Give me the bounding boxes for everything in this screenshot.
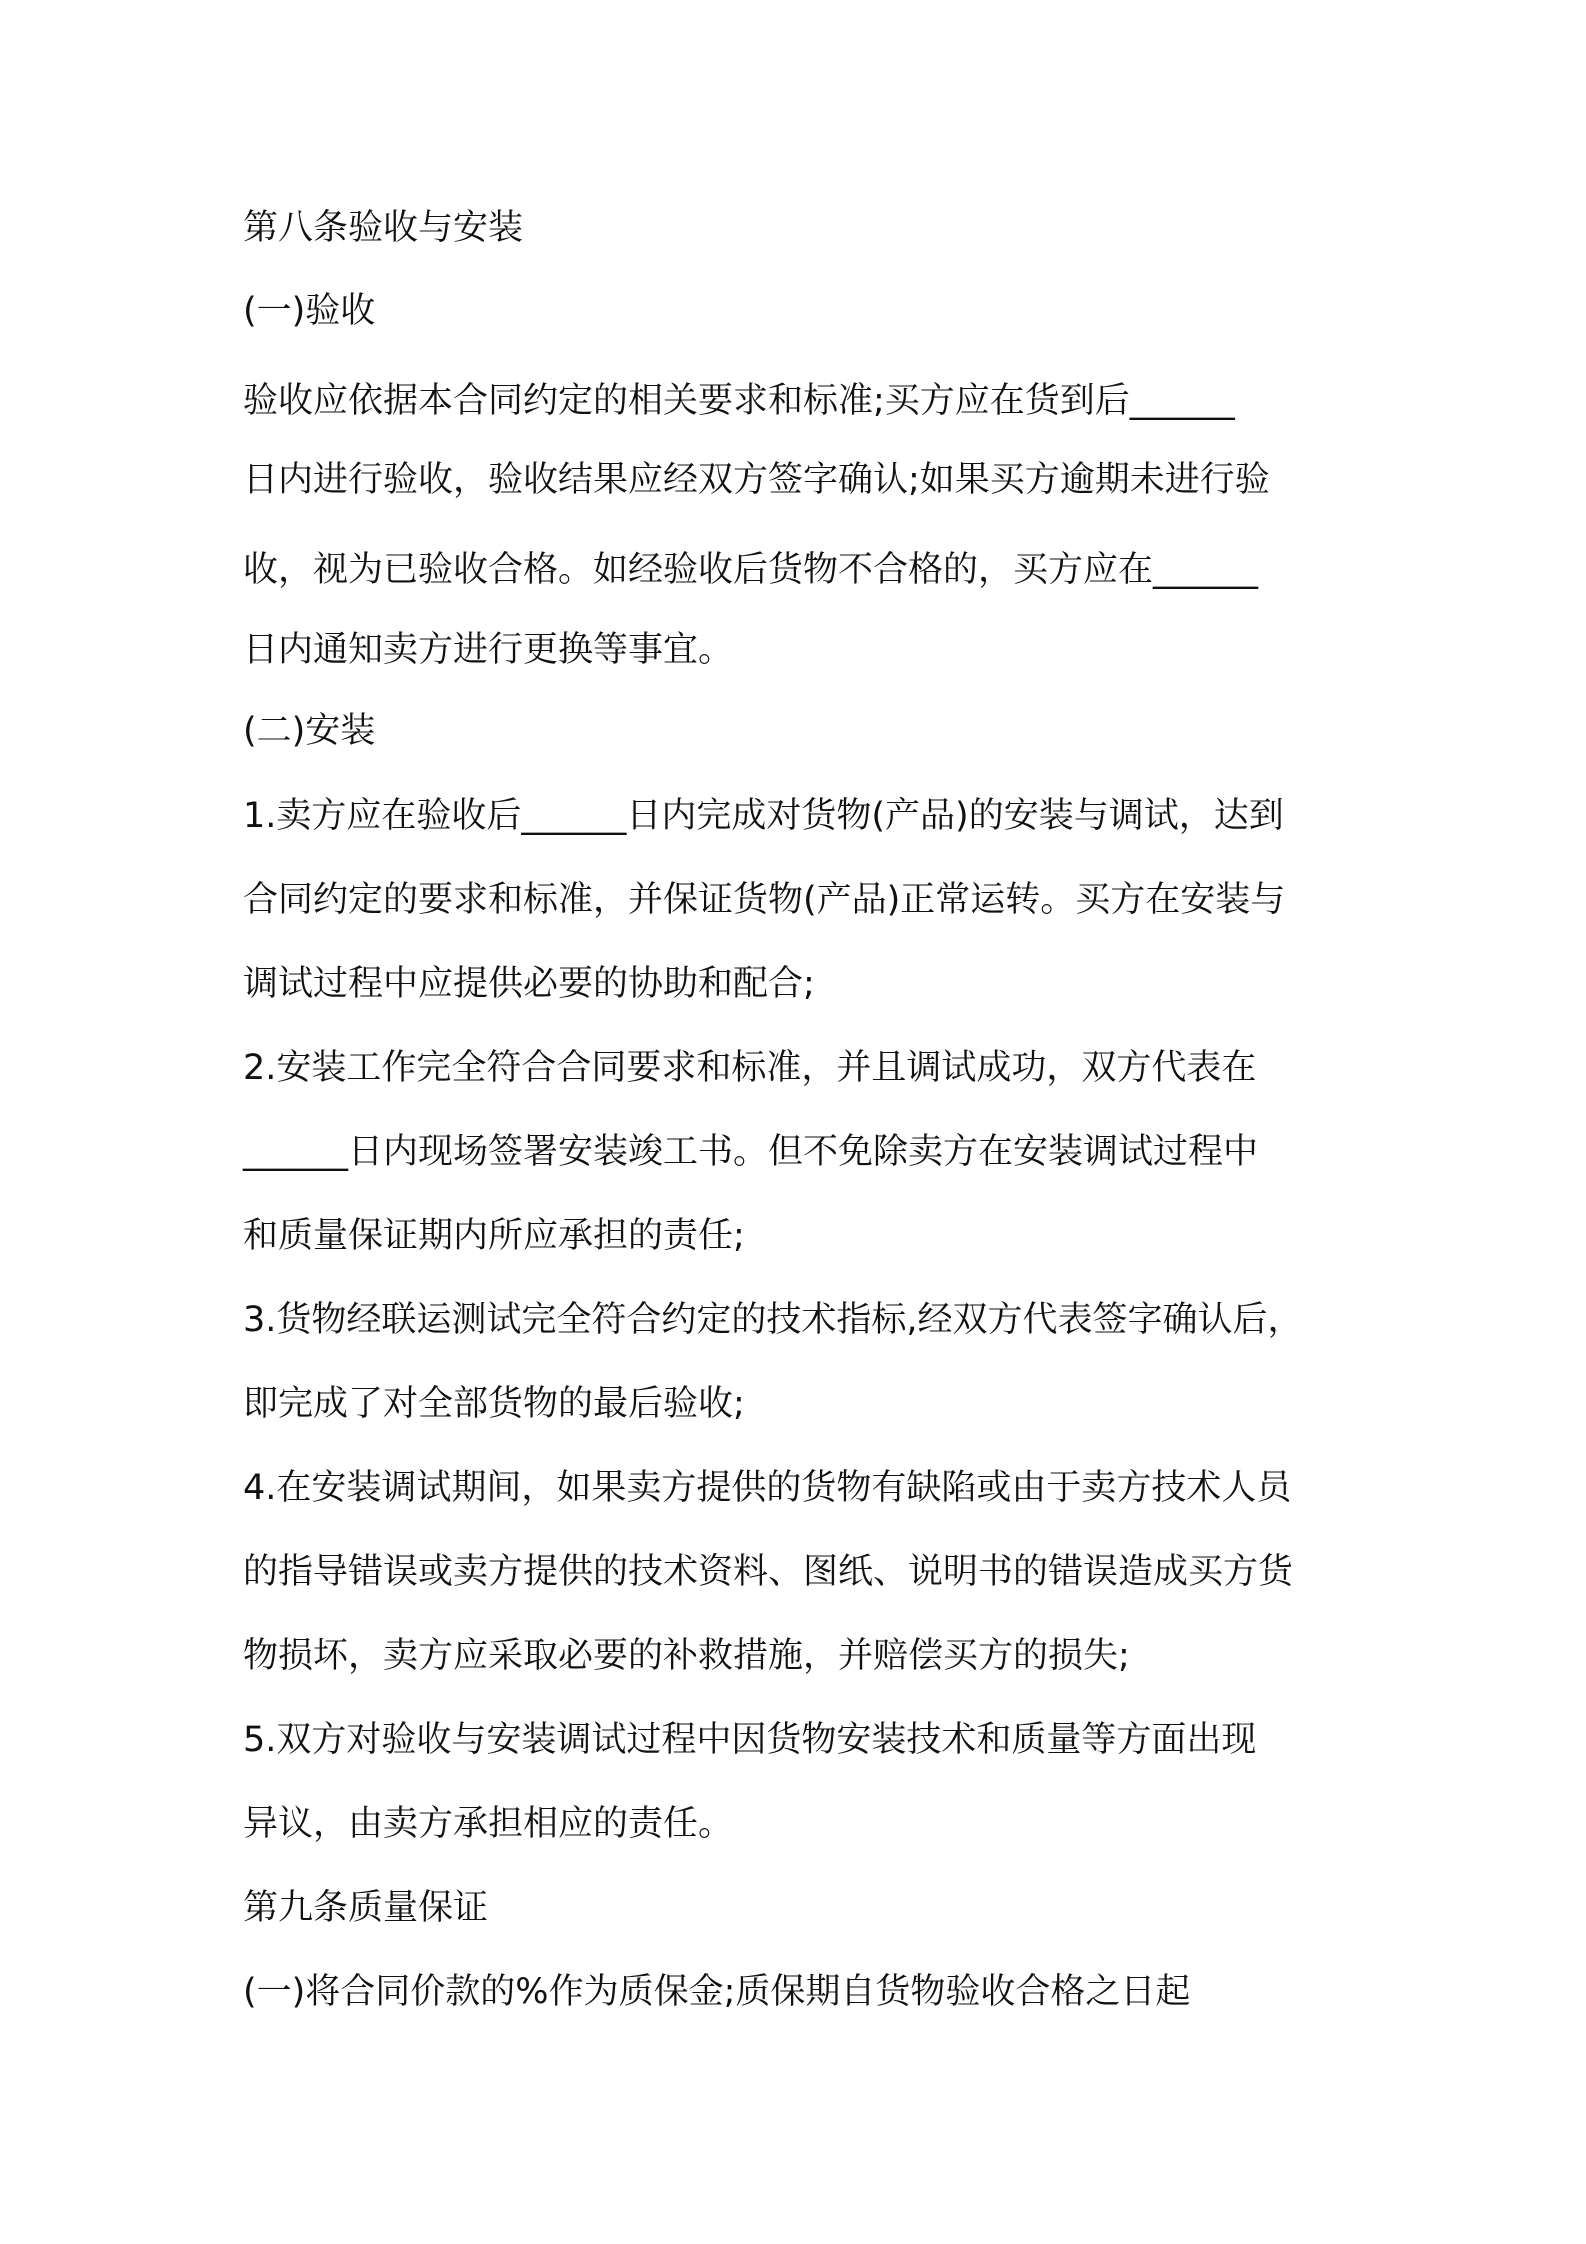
subsection-heading-installation: (二)安装 xyxy=(243,711,376,751)
text-line: 即完成了对全部货物的最后验收; xyxy=(243,1384,745,1424)
text-line: 的指导错误或卖方提供的技术资料、图纸、说明书的错误造成买方货 xyxy=(243,1552,1294,1592)
text-line: 日内通知卖方进行更换等事宜。 xyxy=(243,630,734,670)
text-line: 3.货物经联运测试完全符合约定的技术指标,经双方代表签字确认后， xyxy=(243,1300,1303,1340)
text-line: 2.安装工作完全符合合同要求和标准，并且调试成功，双方代表在 xyxy=(243,1048,1257,1088)
subsection-heading-acceptance: (一)验收 xyxy=(243,291,376,331)
text-line: (一)将合同价款的%作为质保金;质保期自货物验收合格之日起 xyxy=(243,1972,1191,2012)
text-line: 调试过程中应提供必要的协助和配合; xyxy=(243,964,815,1004)
text-line: 和质量保证期内所应承担的责任; xyxy=(243,1216,745,1256)
text-line: ______日内现场签署安装竣工书。但不免除卖方在安装调试过程中 xyxy=(243,1132,1259,1172)
text-line: 1.卖方应在验收后______日内完成对货物(产品)的安装与调试，达到 xyxy=(243,796,1284,836)
text-line: 5.双方对验收与安装调试过程中因货物安装技术和质量等方面出现 xyxy=(243,1720,1257,1760)
text-line: 合同约定的要求和标准，并保证货物(产品)正常运转。买方在安装与 xyxy=(243,880,1286,920)
text-line: 物损坏，卖方应采取必要的补救措施，并赔偿买方的损失; xyxy=(243,1636,1130,1676)
text-line: 日内进行验收，验收结果应经双方签字确认;如果买方逾期未进行验 xyxy=(243,460,1270,500)
section-heading-8: 第八条验收与安装 xyxy=(243,208,524,248)
text-line: 异议，由卖方承担相应的责任。 xyxy=(243,1804,734,1844)
section-heading-9: 第九条质量保证 xyxy=(243,1888,489,1928)
text-line: 4.在安装调试期间，如果卖方提供的货物有缺陷或由于卖方技术人员 xyxy=(243,1468,1292,1508)
text-line: 验收应依据本合同约定的相关要求和标准;买方应在货到后______ xyxy=(243,381,1235,421)
text-line: 收，视为已验收合格。如经验收后货物不合格的，买方应在______ xyxy=(243,550,1259,590)
